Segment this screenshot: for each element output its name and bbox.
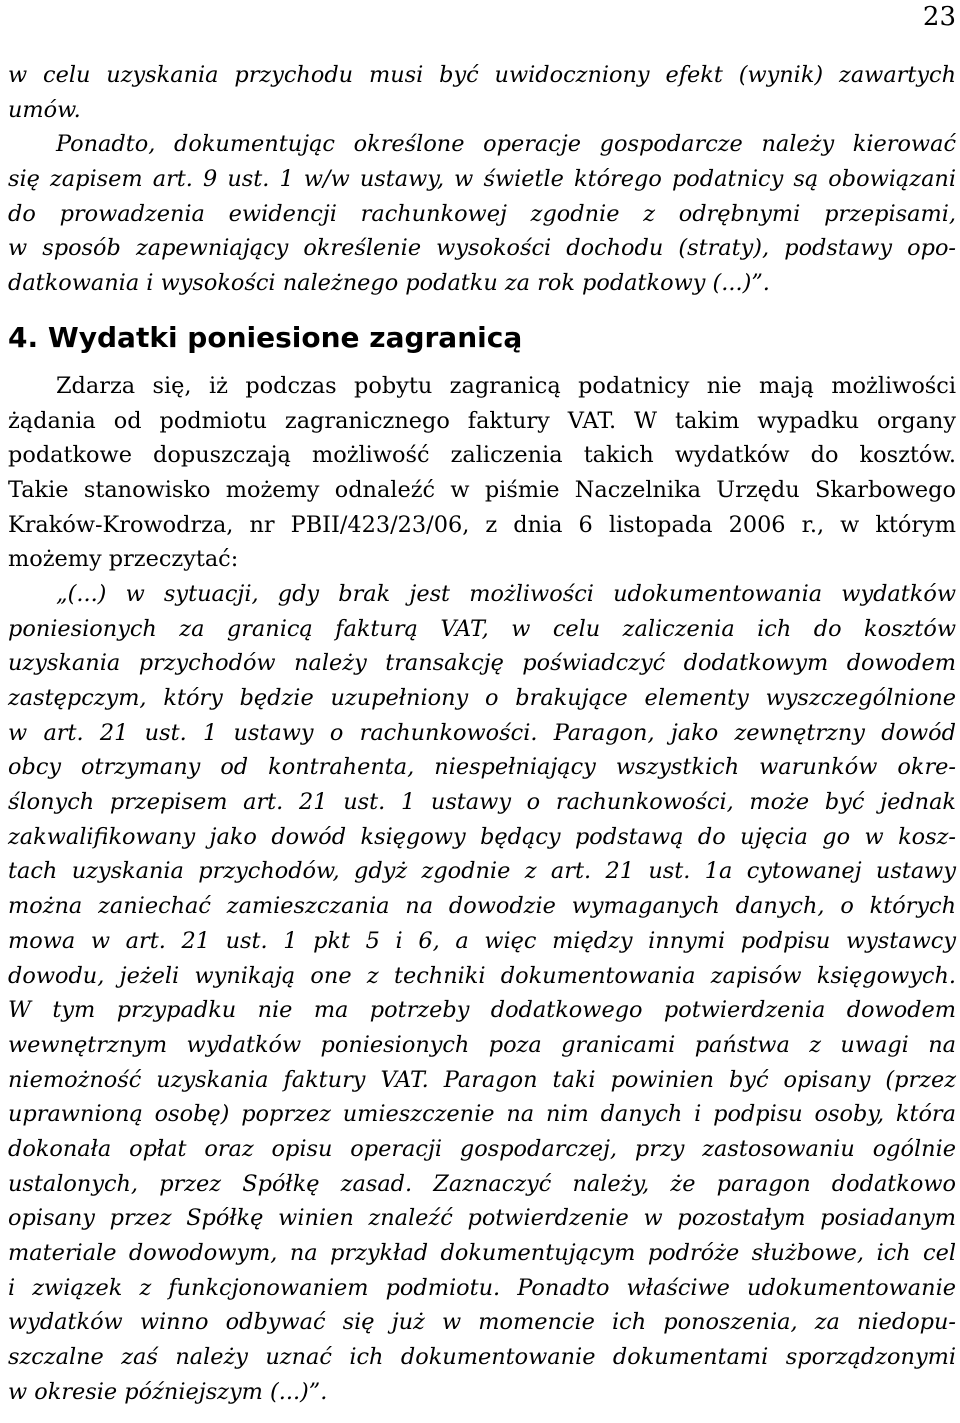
quote-line: materiale dowodowym, na przykład dokumentującym podróże służbowe, ich cel [8, 1240, 956, 1266]
text-line: datkowania i wysokości należnego podatku za rok podatkowy (...)”. [8, 270, 770, 297]
text-line: umów. [8, 96, 81, 123]
quote-line: mowa w art. 21 ust. 1 pkt 5 i 6, a więc między innymi podpisu wystawcy [8, 927, 956, 954]
text-line: w sposób zapewniający określenie wysokości dochodu (straty), podstawy opo- [8, 235, 956, 262]
page-number: 23 [922, 2, 956, 32]
quote-line: poniesionych za granicą fakturą VAT, w celu zaliczenia ich do kosztów [8, 615, 956, 642]
quote-line: i związek z funkcjonowaniem podmiotu. Ponadto właściwe udokumentowanie [8, 1274, 956, 1301]
text-line: możemy przeczytać: [8, 546, 239, 573]
quote-line: w art. 21 ust. 1 ustawy o rachunkowości. Paragon, jako zewnętrzny dowód [8, 719, 956, 746]
text-line: do prowadzenia ewidencji rachunkowej zgodnie z odrębnymi przepisami, [8, 200, 956, 227]
text-line: się zapisem art. 9 ust. 1 w/w ustawy, w świetle którego podatnicy są obowiązani [8, 166, 956, 193]
quote-line: zastępczym, który będzie uzupełniony o brakujące elementy wyszczególnione [8, 685, 956, 711]
text-line: Ponadto, dokumentując określone operacje gospodarcze należy kierować [56, 131, 956, 158]
quote-line: ślonych przepisem art. 21 ust. 1 ustawy o rachunkowości, może być jednak [8, 789, 956, 816]
text-line: podatkowe dopuszczają możliwość zaliczenia takich wydatków do kosztów. [8, 442, 956, 469]
quote-line: wewnętrznym wydatków poniesionych poza granicami państwa z uwagi na [8, 1031, 956, 1058]
quote-line: ustalonych, przez Spółkę zasad. Zaznaczyć należy, że paragon dodatkowo [8, 1170, 956, 1197]
text-line: Zdarza się, iż podczas pobytu zagranicą podatnicy nie mają możliwości [56, 372, 956, 399]
text-line: żądania od podmiotu zagranicznego faktury VAT. W takim wypadku organy [8, 407, 956, 434]
text-line: w celu uzyskania przychodu musi być uwidoczniony efekt (wynik) zawartych [8, 62, 956, 88]
quote-line: niemożność uzyskania faktury VAT. Paragon taki powinien być opisany (przez [8, 1066, 956, 1093]
quote-line: zakwalifikowany jako dowód księgowy będący podstawą do ujęcia go w kosz- [8, 823, 956, 850]
quote-line: obcy otrzymany od kontrahenta, niespełniający wszystkich warunków okre- [8, 754, 956, 781]
text-line: Kraków-Krowodrza, nr PBII/423/23/06, z dnia 6 listopada 2006 r., w którym [8, 511, 956, 538]
quote-line: W tym przypadku nie ma potrzeby dodatkowego potwierdzenia dowodem [8, 997, 956, 1024]
quote-line: opisany przez Spółkę winien znaleźć potwierdzenie w pozostałym posiadanym [8, 1205, 956, 1232]
quote-line: uprawnioną osobę) poprzez umieszczenie na nim danych i podpisu osoby, która [8, 1101, 956, 1128]
quote-line: tach uzyskania przychodów, gdyż zgodnie z art. 21 ust. 1a cytowanej ustawy [8, 858, 956, 885]
quote-line: uzyskania przychodów należy transakcję poświadczyć dodatkowym dowodem [8, 650, 956, 677]
section-heading: 4. Wydatki poniesione zagranicą [8, 320, 523, 354]
text-line: Takie stanowisko możemy odnaleźć w piśmie Naczelnika Urzędu Skarbowego [8, 476, 956, 503]
document-body [8, 58, 956, 1409]
quote-line: wydatków winno odbywać się już w momencie ich ponoszenia, za niedopu- [8, 1309, 956, 1336]
quote-line: „(...) w sytuacji, gdy brak jest możliwości udokumentowania wydatków [56, 580, 956, 607]
quote-line: można zaniechać zamieszczania na dowodzie wymaganych danych, o których [8, 893, 956, 920]
quote-line: szczalne zaś należy uznać ich dokumentowanie dokumentami sporządzonymi [8, 1344, 956, 1371]
quote-line: w okresie późniejszym (...)”. [8, 1378, 328, 1405]
quote-line: dowodu, jeżeli wynikają one z techniki dokumentowania zapisów księgowych. [8, 962, 956, 989]
quote-line: dokonała opłat oraz opisu operacji gospodarczej, przy zastosowaniu ogólnie [8, 1135, 956, 1162]
